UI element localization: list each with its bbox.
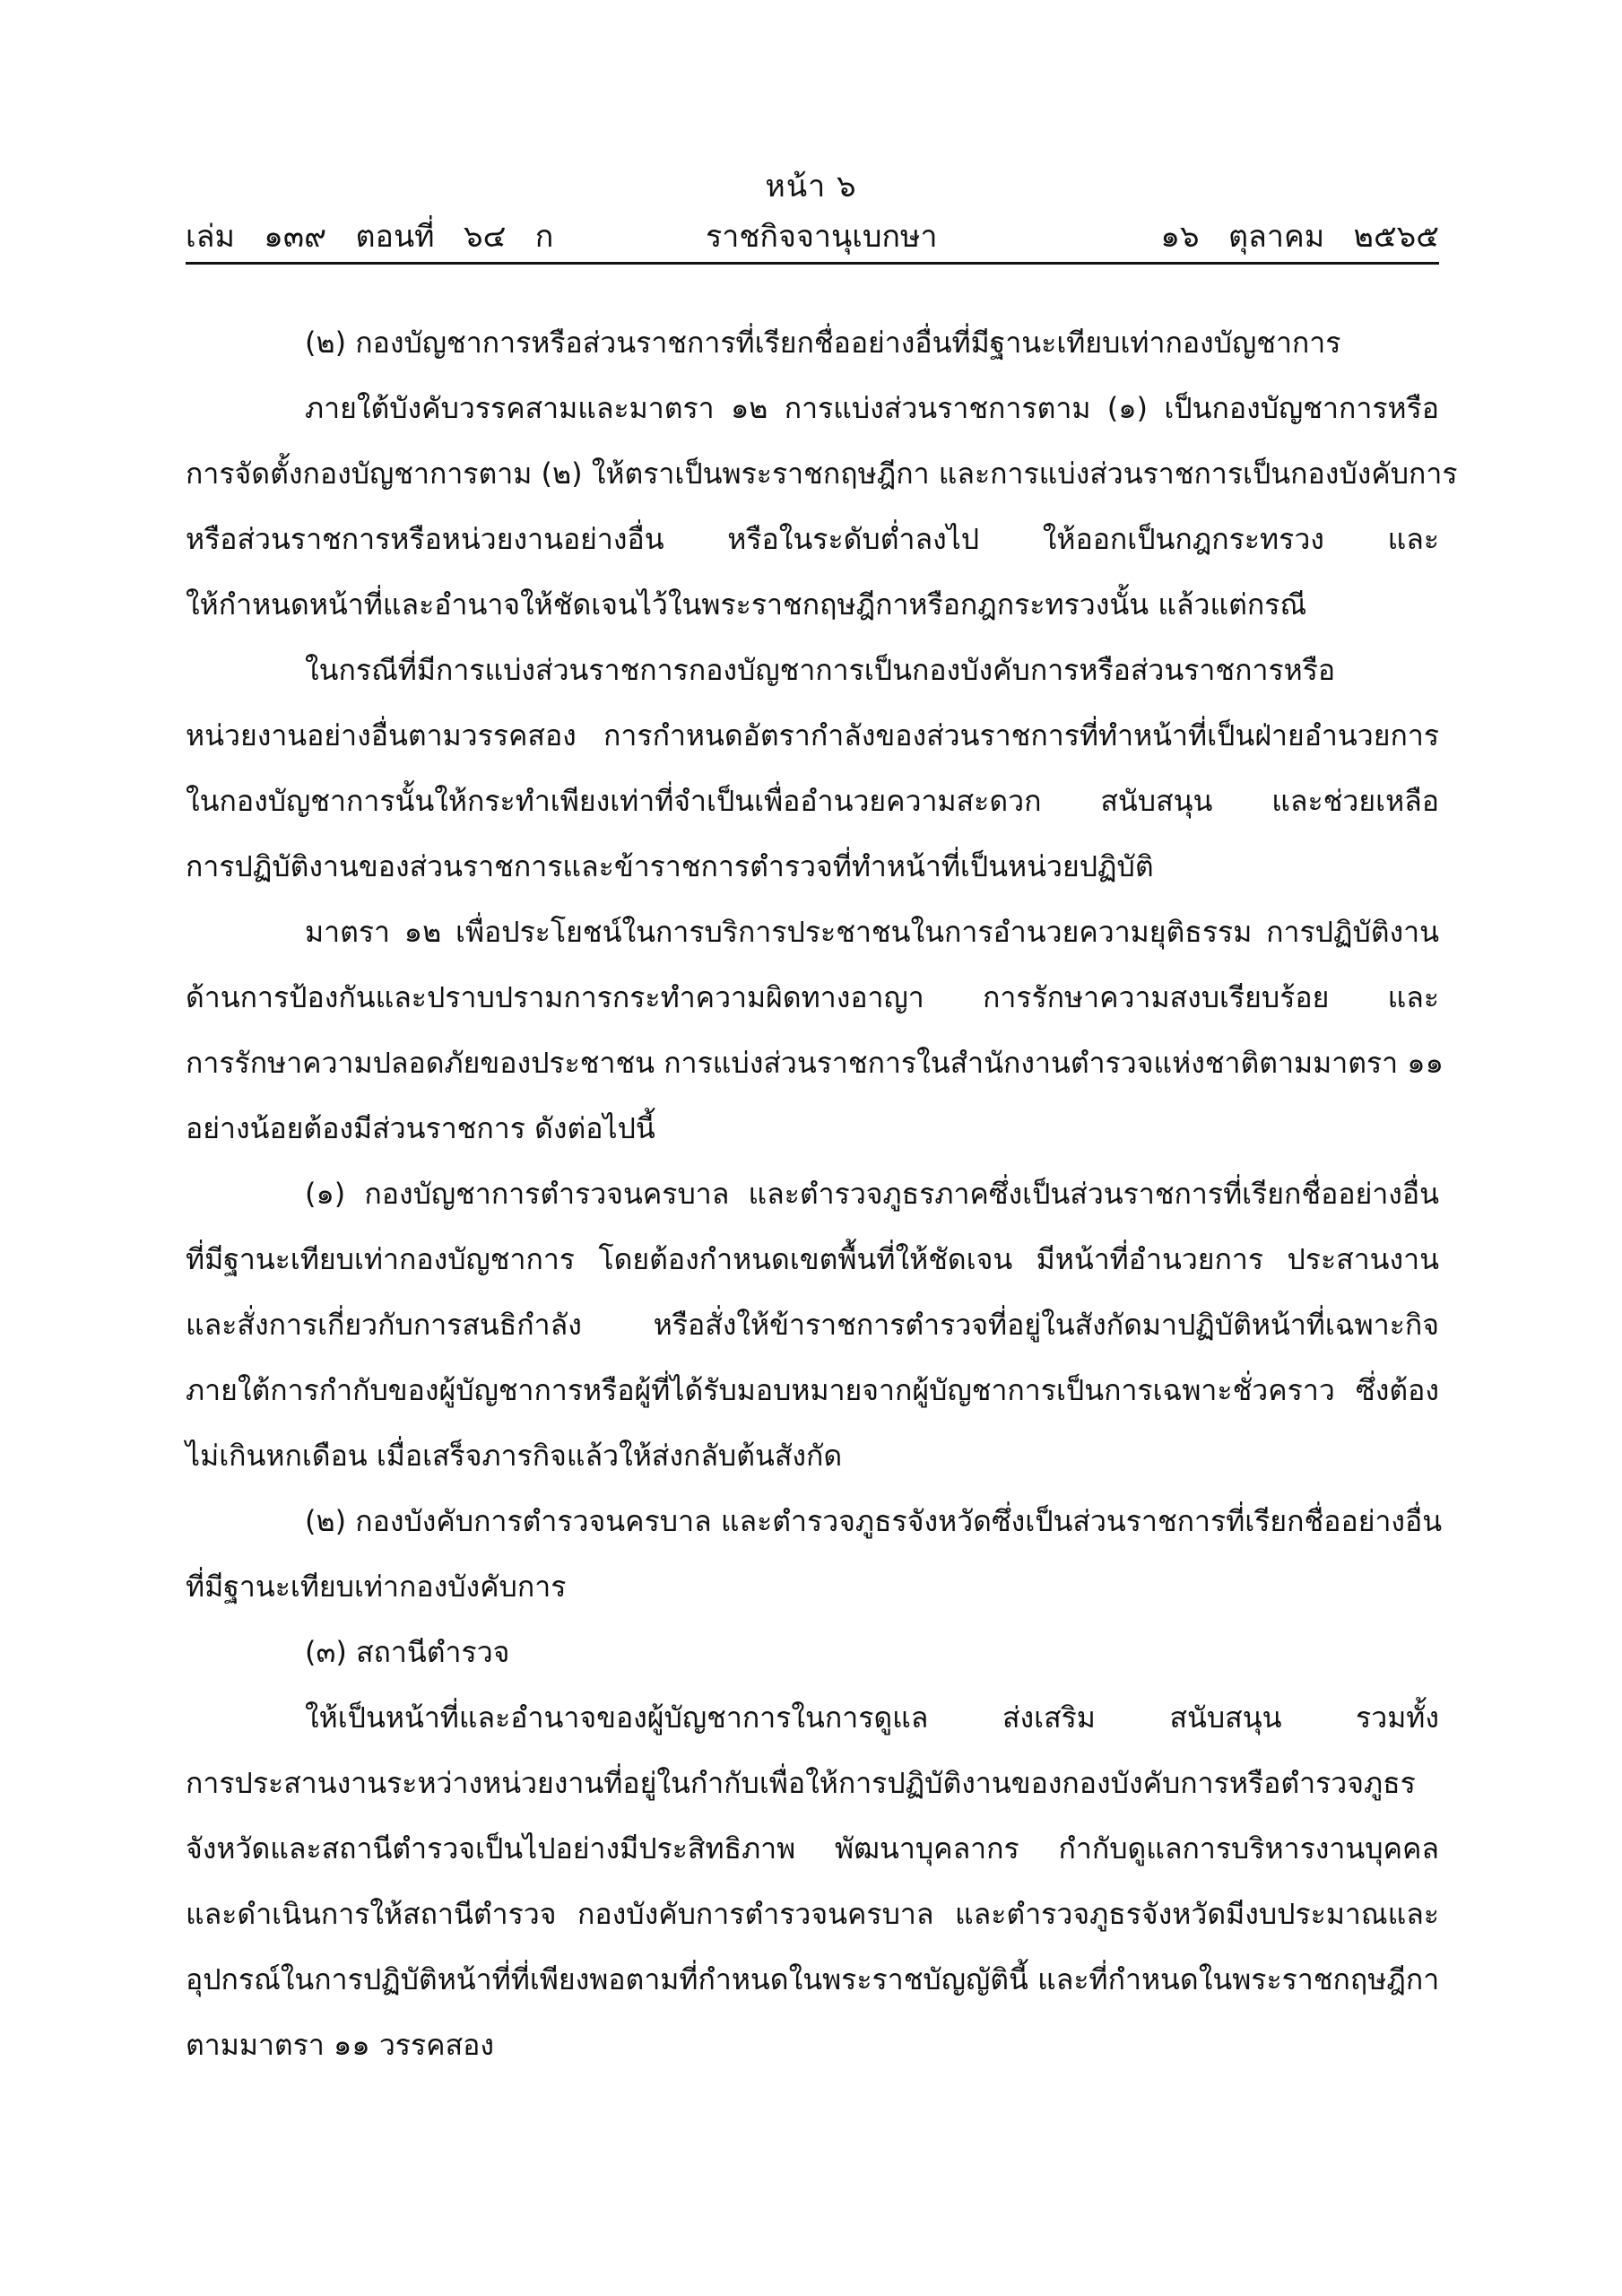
paragraph-line: ไม่เกินหกเดือน เมื่อเสร็จภารกิจแล้วให้ส่งกลับต้นสังกัด bbox=[186, 1439, 843, 1473]
clause-1-line: (๑) กองบัญชาการตำรวจนครบาล และตำรวจภูธรภาคซึ่งเป็นส่วนราชการที่เรียกชื่ออย่างอื่น bbox=[305, 1177, 1439, 1211]
paragraph-line: หน่วยงานอย่างอื่นตามวรรคสอง การกำหนดอัตรากำลังของส่วนราชการที่ทำหน้าที่เป็นฝ่ายอำนวยการ bbox=[186, 718, 1439, 752]
clause-3-line: (๓) สถานีตำรวจ bbox=[305, 1635, 510, 1669]
section-12-line: มาตรา ๑๒ เพื่อประโยชน์ในการบริการประชาชนในการอำนวยความยุติธรรม การปฏิบัติงาน bbox=[305, 915, 1439, 949]
paragraph-line: ตามมาตรา ๑๑ วรรคสอง bbox=[186, 2028, 494, 2062]
paragraph-line: ภายใต้บังคับวรรคสามและมาตรา ๑๒ การแบ่งส่วนราชการตาม (๑) เป็นกองบัญชาการหรือ bbox=[305, 391, 1439, 425]
clause-2-line: (๒) กองบัญชาการหรือส่วนราชการที่เรียกชื่ออย่างอื่นที่มีฐานะเทียบเท่ากองบัญชาการ bbox=[305, 326, 1341, 360]
paragraph-line: การรักษาความปลอดภัยของประชาชน การแบ่งส่วนราชการในสำนักงานตำรวจแห่งชาติตามมาตรา ๑๑ bbox=[186, 1046, 1444, 1080]
paragraph-line: การประสานงานระหว่างหน่วยงานที่อยู่ในกำกับเพื่อให้การปฏิบัติงานของกองบังคับการหรือตำรวจภูธร bbox=[186, 1766, 1416, 1800]
paragraph-line: ภายใต้การกำกับของผู้บัญชาการหรือผู้ที่ได้รับมอบหมายจากผู้บัญชาการเป็นการเฉพาะชั่วคราว ซึ่งต้อง bbox=[186, 1373, 1439, 1407]
page-number: หน้า ๖ bbox=[765, 169, 857, 204]
paragraph-line: อุปกรณ์ในการปฏิบัติหน้าที่ที่เพียงพอตามที่กำหนดในพระราชบัญญัตินี้ และที่กำหนดในพระราชกฤษฎีกา bbox=[186, 1962, 1440, 1996]
paragraph-line: ที่มีฐานะเทียบเท่ากองบัญชาการ โดยต้องกำหนดเขตพื้นที่ให้ชัดเจน มีหน้าที่อำนวยการ ประสานงาน bbox=[186, 1242, 1439, 1276]
paragraph-line: การปฏิบัติงานของส่วนราชการและข้าราชการตำรวจที่ทำหน้าที่เป็นหน่วยปฏิบัติ bbox=[186, 849, 1154, 883]
paragraph-line: และสั่งการเกี่ยวกับการสนธิกำลัง หรือสั่งให้ข้าราชการตำรวจที่อยู่ในสังกัดมาปฏิบัติหน้าที่เฉพาะกิจ bbox=[186, 1308, 1439, 1342]
paragraph-line: ในกรณีที่มีการแบ่งส่วนราชการกองบัญชาการเป็นกองบังคับการหรือส่วนราชการหรือ bbox=[305, 653, 1336, 687]
paragraph-line: ที่มีฐานะเทียบเท่ากองบังคับการ bbox=[186, 1570, 567, 1604]
paragraph-line: ให้เป็นหน้าที่และอำนาจของผู้บัญชาการในการดูแล ส่งเสริม สนับสนุน รวมทั้ง bbox=[305, 1700, 1439, 1735]
document-body bbox=[186, 310, 1458, 2078]
paragraph-line: จังหวัดและสถานีตำรวจเป็นไปอย่างมีประสิทธิภาพ พัฒนาบุคลากร กำกับดูแลการบริหารงานบุคคล bbox=[186, 1831, 1439, 1866]
paragraph-line: และดำเนินการให้สถานีตำรวจ กองบังคับการตำรวจนครบาล และตำรวจภูธรจังหวัดมีงบประมาณและ bbox=[186, 1897, 1439, 1931]
paragraph-line: ให้กำหนดหน้าที่และอำนาจให้ชัดเจนไว้ในพระราชกฤษฎีกาหรือกฎกระทรวงนั้น แล้วแต่กรณี bbox=[186, 587, 1307, 622]
paragraph-line: หรือส่วนราชการหรือหน่วยงานอย่างอื่น หรือในระดับต่ำลงไป ให้ออกเป็นกฎกระทรวง และ bbox=[186, 522, 1439, 556]
publication-date: ๑๖ ตุลาคม ๒๕๖๕ bbox=[1160, 219, 1439, 255]
publication-title: ราชกิจจานุเบกษา bbox=[706, 219, 938, 255]
running-header bbox=[186, 212, 1439, 257]
paragraph-line: ด้านการป้องกันและปราบปรามการกระทำความผิดทางอาญา การรักษาความสงบเรียบร้อย และ bbox=[186, 980, 1439, 1014]
paragraph-line: ในกองบัญชาการนั้นให้กระทำเพียงเท่าที่จำเป็นเพื่ออำนวยความสะดวก สนับสนุน และช่วยเหลือ bbox=[186, 784, 1439, 818]
header-divider bbox=[186, 262, 1439, 265]
paragraph-line: อย่างน้อยต้องมีส่วนราชการ ดังต่อไปนี้ bbox=[186, 1111, 655, 1145]
clause-2-line: (๒) กองบังคับการตำรวจนครบาล และตำรวจภูธรจังหวัดซึ่งเป็นส่วนราชการที่เรียกชื่ออย่างอื่น bbox=[305, 1504, 1443, 1538]
volume-issue: เล่ม ๑๓๙ ตอนที่ ๖๔ ก bbox=[186, 219, 554, 255]
paragraph-line: การจัดตั้งกองบัญชาการตาม (๒) ให้ตราเป็นพระราชกฤษฎีกา และการแบ่งส่วนราชการเป็นกองบังคับการ bbox=[186, 457, 1458, 491]
